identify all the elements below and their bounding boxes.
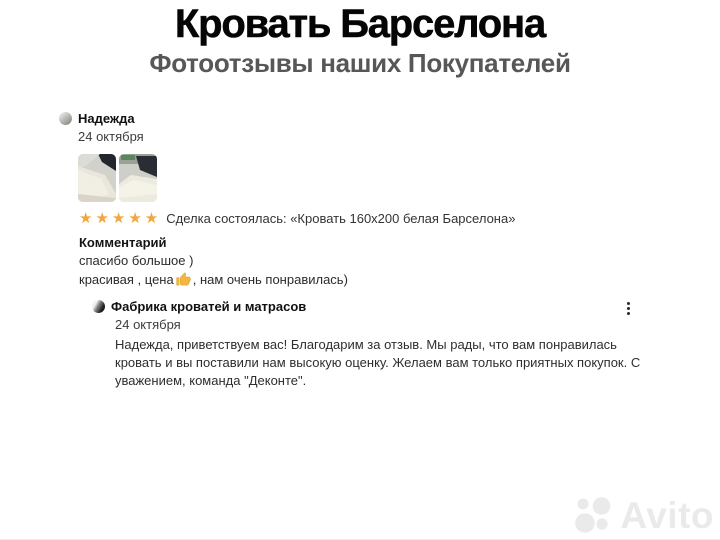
page-subtitle: Фотоотзывы наших Покупателей: [149, 48, 571, 78]
seller-reply-date: 24 октября: [115, 317, 181, 332]
review-photo-bed-2[interactable]: [119, 154, 157, 202]
reviewer-avatar: [59, 112, 72, 125]
avito-watermark-label: Avito: [620, 494, 714, 536]
seller-name: Фабрика кроватей и матрасов: [111, 298, 307, 314]
seller-reply: [92, 299, 667, 390]
kebab-menu-icon[interactable]: [621, 300, 635, 316]
review-photo-bed-1[interactable]: [78, 154, 116, 202]
comment-line-2: [79, 272, 679, 288]
seller-avatar: [92, 300, 105, 313]
deal-status-text: Сделка состоялась: «Кровать 160x200 белая Барселона»: [166, 210, 516, 226]
comment-line-2-before: красивая , цена: [79, 272, 174, 287]
review-date: 24 октября: [78, 129, 144, 144]
avito-logo-icon: [574, 495, 615, 536]
reviewer-name: Надежда: [78, 110, 135, 126]
avito-watermark: [574, 495, 714, 536]
thumbs-up-emoji: [176, 272, 191, 287]
page-title: Кровать Барселона: [174, 2, 546, 46]
review-card: [59, 111, 679, 390]
seller-reply-text: Надежда, приветствуем вас! Благодарим за отзыв. Мы рады, что вам понравилась кровать и вы поставили нам высокую оценку. Желаем вам только приятных покупок. С уважением, команда "Деконте".: [115, 337, 641, 388]
comment-label: Комментарий: [79, 235, 167, 250]
review-photos: [78, 154, 679, 202]
comment-line-1: спасибо большое ): [79, 253, 194, 268]
seller-reply-header: [92, 299, 667, 313]
rating-row: [79, 210, 679, 226]
rating-stars: ★★★★★: [79, 209, 162, 227]
review-header: [59, 111, 679, 125]
comment-line-2-after: , нам очень понравилась): [192, 272, 348, 287]
